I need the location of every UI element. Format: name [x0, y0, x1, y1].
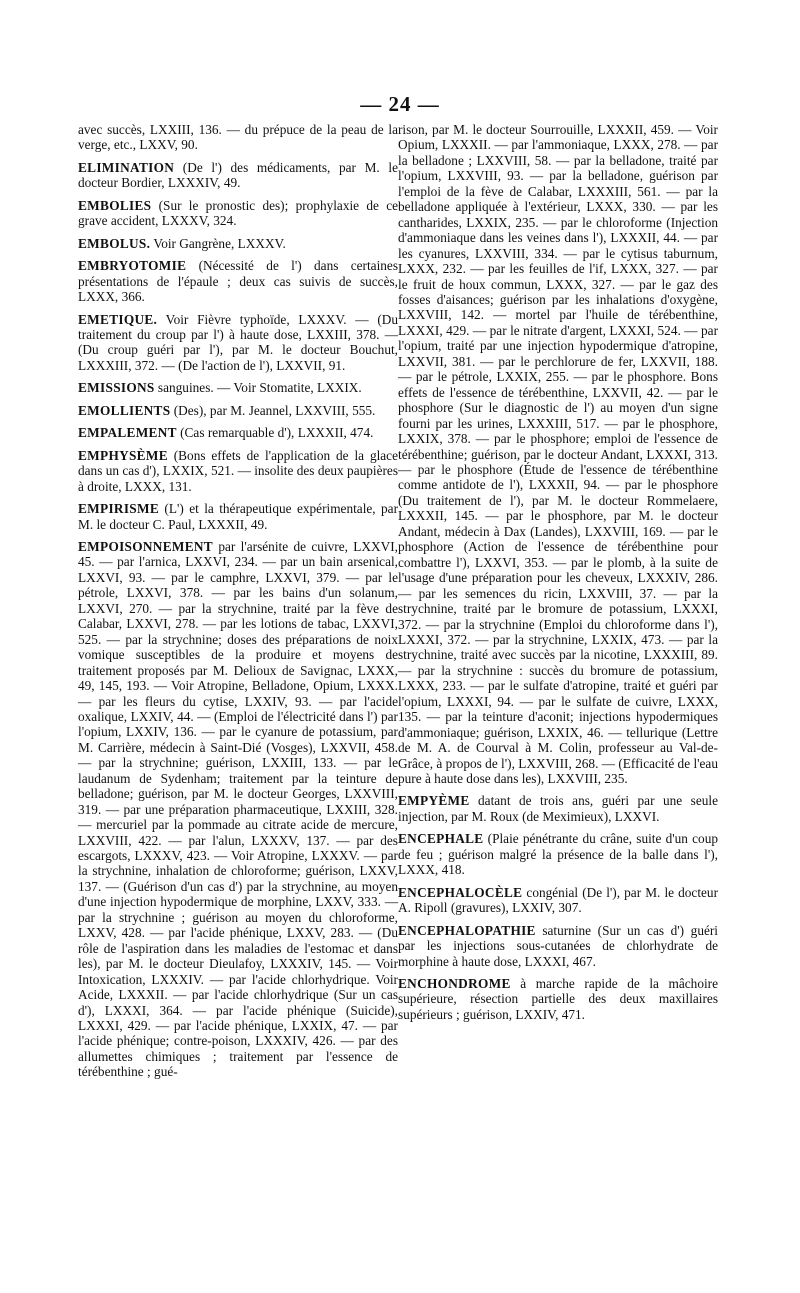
- entry-head: ENCEPHALOCÈLE: [398, 884, 523, 900]
- entry-text: saturnine (Sur un cas d') guéri par les injections sous-cutanées de chlorhydrate de morphine à haute dose, LXXXI, 467.: [398, 922, 718, 969]
- entry-head: EMBOLUS.: [78, 235, 151, 251]
- index-entry: [78, 501, 398, 532]
- entry-text: par l'arsénite de cuivre, LXXVI, 45. — par l'arnica, LXXVI, 234. — par un bain arsenical, LXXVI, 93. — par le camphre, LXXVI, 379. — par le pétrole, LXXVI, 378. — par les bains d'un solanum, LXXVI, 270. — par la strychnine, traité par la fève de Calabar, LXXVI, 278. — par les lotions de tabac, LXXVI, 525. — par la strychnine; doses des préparations de noix vomique susceptibles de la produire et moyens de traitement proposés par M. Delioux de Savignac, LXXX, 49, 145, 193. — Voir Atropine, Belladone, Opium, LXXX. — par les fleurs du cytise, LXXIV, 93. — par l'acide oxalique, LXXIV, 44. — (Emploi de l'électricité dans l') par l'opium, LXXIV, 136. — par le cyanure de potassium, par M. Carrière, médecin à Saint-Dié (Vosges), LXXVII, 458. — par la strychnine; guérison, LXXIII, 133. — par le laudanum de Sydenham; traitement par la teinture de belladone; guérison, par M. le docteur Georges, LXXVIII, 319. — par une préparation pharmaceutique, LXXIII, 328. — mercuriel par la pommade au citrate acide de mercure, LXXVIII, 422. — par l'alun, LXXXV, 137. — par des escargots, LXXXV, 423. — Voir Atropine, LXXXV. — par la strychnine, inhalation de chloroforme; guérison, LXXV, 137. — (Guérison d'un cas d') par la strychnine, au moyen d'une injection hypodermique de morphine, LXXV, 333. — par la strychnine ; guérison au moyen du chloroforme, LXXV, 428. — par l'acide phénique, LXXV, 283. — (Du rôle de l'aspiration dans les maladies de l'estomac et dans les), par M. le docteur Dieulafoy, LXXXIV, 145. — Voir Intoxication, LXXXIV. — par l'acide chlorhydrique. Voir Acide, LXXXII. — par l'acide chlorhydrique (Sur un cas d'), LXXXI, 364. — par l'acide phénique (Suicide), LXXXI, 429. — par l'acide phénique, LXXIX, 47. — par l'acide phénique; contre-poison, LXXXIV, 426. — par des allumettes chimiques ; traitement par l'essence de térébenthine ; gué-: [78, 538, 398, 1080]
- entry-text: datant de trois ans, guéri par une seule injection, par M. Roux (de Meximieux), LXXVI.: [398, 793, 718, 824]
- entry-head: ENCEPHALOPATHIE: [398, 922, 536, 938]
- entry-text: (Nécessité de l') dans certaines présentations de l'épaule ; deux cas suivis de succès, LXXX, 366.: [78, 258, 398, 305]
- index-entry: [398, 923, 718, 969]
- entry-head: EMPOISONNEMENT: [78, 538, 213, 554]
- index-entry: [398, 793, 718, 824]
- entry-head: EMPYÈME: [398, 793, 470, 809]
- entry-head: EMPHYSÈME: [78, 447, 168, 463]
- entry-head: ENCEPHALE: [398, 831, 484, 847]
- entry-text: (Bons effets de l'application de la glace dans un cas d'), LXXIX, 521. — insolite des deux paupières à droite, LXXX, 131.: [78, 447, 398, 494]
- continuation-text: avec succès, LXXIII, 136. — du prépuce de la peau de la verge, etc., LXXV, 90.: [78, 122, 398, 153]
- index-entry: [78, 380, 398, 395]
- index-entry: [78, 236, 398, 251]
- entry-head: EMOLLIENTS: [78, 402, 171, 418]
- index-entry: [78, 258, 398, 304]
- index-entry: [78, 425, 398, 440]
- page-number: — 24 —: [360, 92, 440, 116]
- index-entry: [78, 312, 398, 374]
- index-entry: [398, 885, 718, 916]
- entry-head: EMETIQUE.: [78, 311, 158, 327]
- entry-head: EMPALEMENT: [78, 425, 177, 441]
- right-column: [398, 122, 718, 1029]
- entry-head: EMBRYOTOMIE: [78, 258, 187, 274]
- entry-text: sanguines. — Voir Stomatite, LXXIX.: [154, 380, 362, 396]
- entry-head: ELIMINATION: [78, 159, 175, 175]
- entry-text: congénial (De l'), par M. le docteur A. Ripoll (gravures), LXXIV, 307.: [398, 884, 718, 916]
- index-entry: [78, 160, 398, 191]
- continuation-text: rison, par M. le docteur Sourrouille, LXXXII, 459. — Voir Opium, LXXXII. — par l'ammoniaque, LXXX, 278. — par la belladone ; LXXVIII, 58. — par la belladone, traité par l'opium, LXXVIII, 93. — par la belladone, guérison par l'emploi de la fève de Calabar, LXXXIII, 561. — par la belladone appliquée à l'extérieur, LXXX, 330. — par les cantharides, LXXIX, 235. — par le chloroforme (Injection d'ammoniaque dans les veines dans l'), LXXXII, 44. — par les cyanures, LXXVIII, 334. — par le cytisus taburnum, LXXX, 232. — par les feuilles de l'if, LXXX, 327. — par le fruit de houx commun, LXXX, 327. — par le gaz des fosses d'aisances; guérison par les inhalations d'oxygène, LXXVIII, 142. — mortel par l'huile de térébenthine, LXXXI, 429. — par le nitrate d'argent, LXXXI, 524. — par l'opium, traité par une injection hypodermique d'atropine, LXXVII, 381. — par le perchlorure de fer, LXXVII, 188. — par le pétrole, LXXIX, 255. — par le phosphore. Bons effets de l'essence de térébenthine, LXXVII, 42. — par le phosphore (Sur le diagnostic de l') au moyen d'un signe fourni par les urines, LXXXIII, 517. — par le phosphore, LXXIX, 378. — par le phosphore; emploi de l'essence de térébenthine; guérison, par le docteur Andant, LXXXI, 313. — par le phosphore (Étude de l'essence de térébenthine comme antidote de l'), LXXXII, 94. — par le phosphore (Du traitement de l'), par M. le docteur Rommelaere, LXXXII, 145. — par le phosphore, par M. le docteur Andant, médecin à Dax (Landes), LXXVIII, 169. — par le phosphore (Action de l'essence de térébenthine pour combattre l'), LXXVI, 353. — par le plomb, à la suite de l'usage d'une préparation pour les cheveux, LXXXIV, 286. — par les semences du ricin, LXXVIII, 37. — par la strychnine, traité par le bromure de potassium, LXXXI, 372. — par la strychnine (Emploi du chloroforme dans l'), LXXXI, 372. — par la strychnine, LXXIX, 473. — par la strychnine, traité avec succès par la nicotine, LXXXIII, 89. — par la strychnine : succès du bromure de potassium, LXXX, 233. — par le sulfate d'atropine, traité et guéri par l'opium, LXXXI, 94. — par le sulfate de cuivre, LXXX, 135. — par la teinture d'aconit; injections hypodermiques d'ammoniaque; guérison, LXXIX, 46. — tellurique (Lettre de M. A. de Courval à M. Colin, professeur au Val-de-Grâce, à propos de l'), LXXVIII, 268. — (Efficacité de l'eau pure à haute dose dans les), LXXVIII, 235.: [398, 122, 718, 787]
- entry-head: EMBOLIES: [78, 197, 152, 213]
- index-entry: [78, 448, 398, 494]
- index-entry: [78, 403, 398, 418]
- index-entry: [398, 831, 718, 877]
- index-entry: [398, 976, 718, 1022]
- entry-text: Voir Fièvre typhoïde, LXXXV. — (Du traitement du croup par l') à haute dose, LXXIII, 378. — (Du croup guéri par l'), par M. le docteur Bouchut, LXXXIII, 372. — (De l'action de l'), LXXVII, 91.: [78, 311, 398, 373]
- index-entry: [78, 198, 398, 229]
- entry-text: (Cas remarquable d'), LXXXII, 474.: [176, 425, 374, 441]
- entry-head: ENCHONDROME: [398, 976, 511, 992]
- entry-text: (De l') des médicaments, par M. le docteur Bordier, LXXXIV, 49.: [78, 159, 398, 191]
- left-column: [78, 122, 398, 1087]
- entry-text: Voir Gangrène, LXXXV.: [150, 235, 286, 251]
- entry-head: EMISSIONS: [78, 380, 155, 396]
- entry-text: à marche rapide de la mâchoire supérieure, résection partielle des deux maxillaires supérieurs ; guérison, LXXIV, 471.: [398, 976, 718, 1022]
- index-entry: [78, 539, 398, 1080]
- entry-text: (L') et la thérapeutique expérimentale, par M. le docteur C. Paul, LXXXII, 49.: [78, 501, 398, 532]
- entry-text: (Des), par M. Jeannel, LXXVIII, 555.: [170, 402, 376, 418]
- entry-head: EMPIRISME: [78, 501, 160, 517]
- entry-text: (Sur le pronostic des); prophylaxie de ce grave accident, LXXXV, 324.: [78, 197, 398, 229]
- entry-text: (Plaie pénétrante du crâne, suite d'un coup de feu ; guérison malgré la présence de la balle dans l'), LXXX, 418.: [398, 831, 718, 878]
